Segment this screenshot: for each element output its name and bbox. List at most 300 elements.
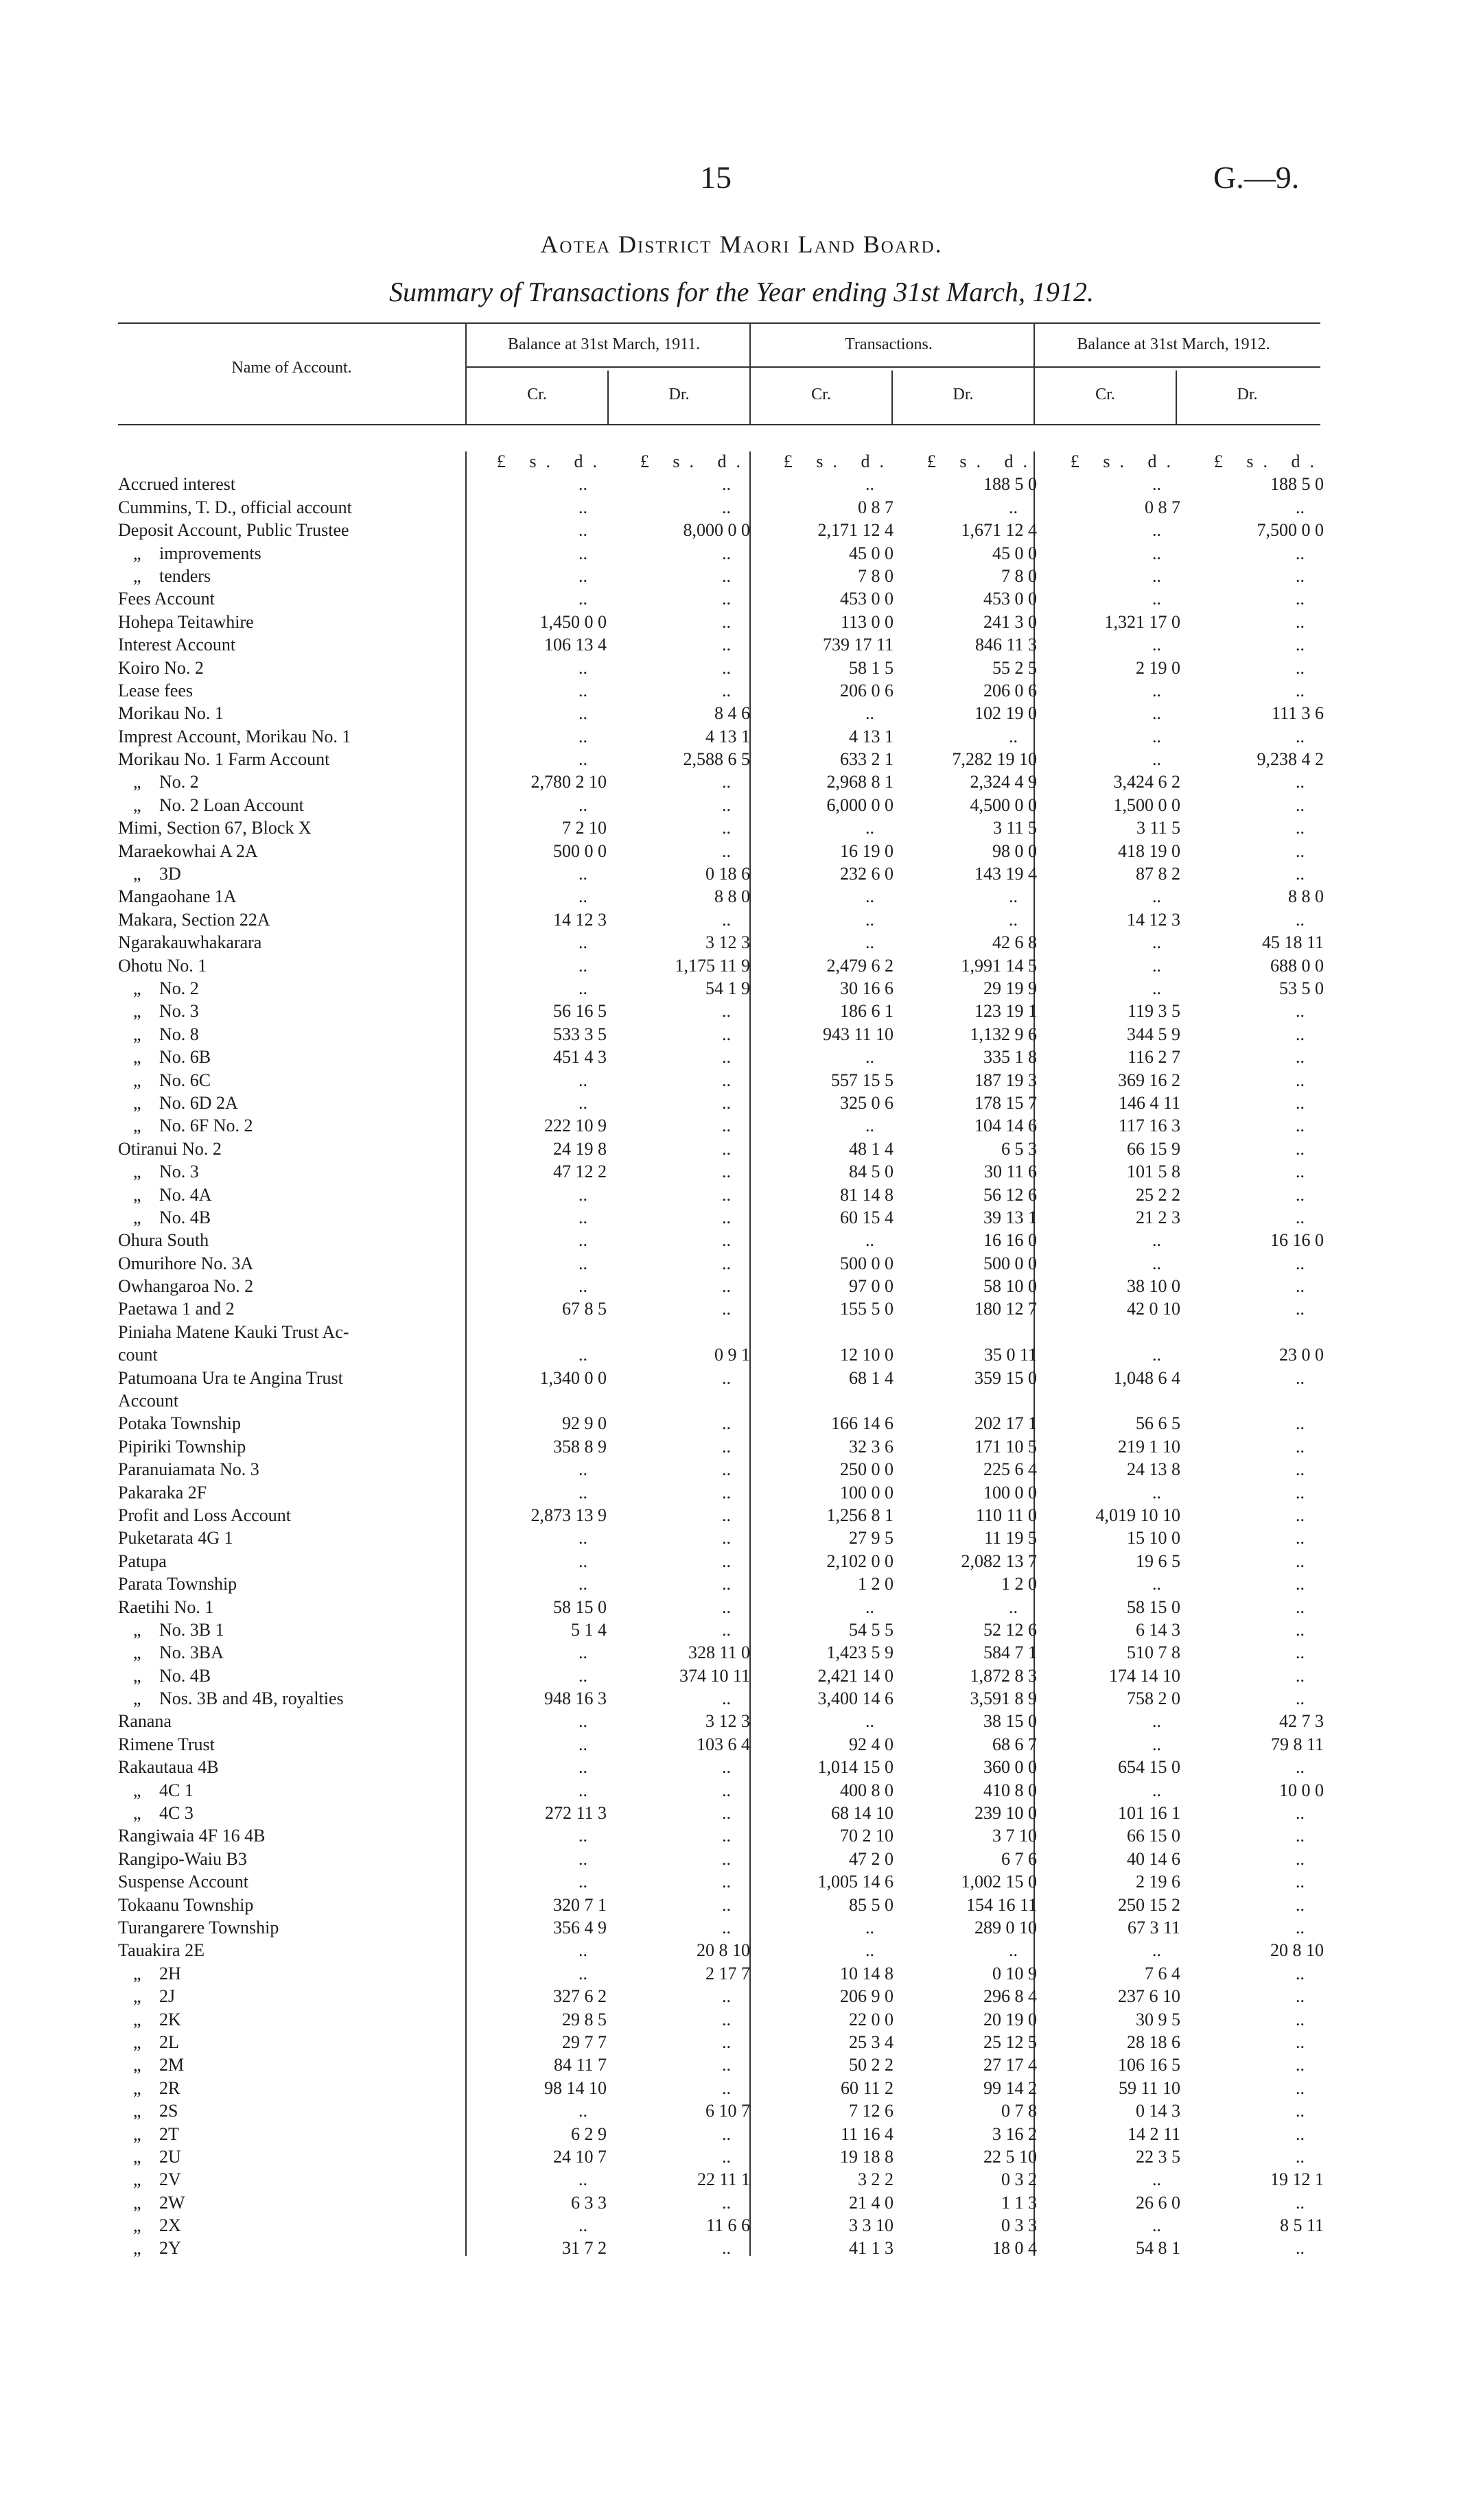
- account-name: Pipiriki Township: [118, 1436, 246, 1457]
- dr-transactions-cell: 42 6 8: [992, 932, 1037, 953]
- transactions-table: [118, 451, 1325, 2261]
- account-name-cell: [118, 658, 465, 681]
- dr-1911-cell: ..: [722, 1894, 731, 1915]
- cr-1912-cell: ..: [1152, 1253, 1161, 1273]
- dr-transactions-cell: 22 5 10: [983, 2146, 1037, 2167]
- cr-transactions-cell: 166 14 6: [831, 1413, 894, 1434]
- table-row: [118, 703, 1325, 726]
- header-cr-transactions: Cr.: [811, 386, 831, 403]
- cr-transactions-cell: 25 3 4: [849, 2032, 894, 2052]
- header-balance-1912: Balance at 31st March, 1912.: [1077, 335, 1270, 353]
- dr-1911-cell: 3 12 3: [705, 932, 750, 953]
- account-name-cell: [118, 864, 465, 886]
- account-name-cell: [118, 1895, 465, 1918]
- dr-1911-cell: ..: [722, 1505, 731, 1525]
- cr-1911-cell: 358 8 9: [553, 1436, 607, 1457]
- dr-1912-cell: ..: [1296, 840, 1305, 861]
- dr-1911-cell: ..: [722, 1574, 731, 1594]
- account-name-cell: [118, 1918, 465, 1940]
- cr-1912-cell: 369 16 2: [1118, 1070, 1180, 1090]
- cr-transactions-cell: ..: [865, 818, 874, 838]
- cr-transactions-cell: 85 5 0: [849, 1894, 894, 1915]
- cr-transactions-cell: 250 0 0: [840, 1459, 894, 1480]
- cr-1911-cell: 58 15 0: [553, 1597, 607, 1617]
- cr-1911-cell: 327 6 2: [553, 1986, 607, 2007]
- table-row: [118, 1964, 1325, 1986]
- dr-1911-cell: ..: [722, 543, 731, 563]
- dr-1911-cell: 374 10 11: [679, 1665, 750, 1686]
- cr-1912-cell: 40 14 6: [1127, 1848, 1180, 1869]
- ditto-mark: „: [133, 1184, 141, 1205]
- table-row: [118, 1208, 1325, 1230]
- table-row: [118, 1483, 1325, 1505]
- account-name-cell: [118, 1986, 465, 2009]
- dr-1912-cell: ..: [1296, 1963, 1305, 1983]
- cr-1912-cell: 66 15 0: [1127, 1826, 1180, 1846]
- dr-1912-cell: ..: [1296, 1413, 1305, 1434]
- account-name: Cummins, T. D., official account: [118, 497, 352, 517]
- dr-transactions-cell: 99 14 2: [983, 2077, 1037, 2098]
- cr-transactions-cell: ..: [865, 703, 874, 724]
- dr-1912-cell: ..: [1296, 1299, 1305, 1319]
- table-row: [118, 1047, 1325, 1070]
- cr-transactions-cell: 206 0 6: [840, 680, 894, 700]
- account-name: No. 3: [159, 1001, 199, 1022]
- cr-1912-cell: 24 13 8: [1127, 1459, 1180, 1480]
- cr-transactions-cell: 58 1 5: [849, 657, 894, 678]
- dr-transactions-cell: 1,132 9 6: [970, 1024, 1037, 1044]
- table-row: [118, 1345, 1325, 1367]
- cr-transactions-cell: 68 14 10: [831, 1803, 894, 1824]
- cr-1911-cell: ..: [579, 1184, 587, 1205]
- ditto-mark: „: [133, 794, 141, 815]
- dr-transactions-cell: ..: [1009, 886, 1018, 907]
- ditto-mark: „: [133, 1207, 141, 1227]
- cr-1911-cell: ..: [579, 955, 587, 976]
- table-row: [118, 2238, 1325, 2261]
- dr-transactions-cell: 102 19 0: [974, 703, 1037, 724]
- cr-1911-cell: [465, 1322, 608, 1345]
- cr-1911-cell: ..: [579, 978, 587, 998]
- cr-transactions-cell: 155 5 0: [840, 1299, 894, 1319]
- dr-1911-cell: ..: [722, 1299, 731, 1319]
- account-name-cell: [118, 1780, 465, 1803]
- header-bottom-rule: [118, 424, 1320, 425]
- cr-1911-cell: 272 11 3: [544, 1803, 607, 1824]
- account-name: 2L: [159, 2032, 179, 2052]
- cr-transactions-cell: 400 8 0: [840, 1780, 894, 1800]
- table-row: [118, 1872, 1325, 1894]
- dr-1912-cell: ..: [1296, 1436, 1305, 1457]
- account-name: Pakaraka 2F: [118, 1482, 207, 1503]
- cr-transactions-cell: 60 11 2: [840, 2077, 894, 2098]
- cr-transactions-cell: ..: [865, 932, 874, 953]
- dr-1911-cell: 20 8 10: [697, 1940, 750, 1961]
- account-name-cell: [118, 841, 465, 864]
- cr-1912-cell: 1,048 6 4: [1113, 1367, 1180, 1388]
- cr-transactions-cell: 11 16 4: [840, 2123, 894, 2144]
- dr-transactions-cell: 6 7 6: [1001, 1848, 1037, 1869]
- ditto-mark: „: [133, 1780, 141, 1800]
- table-row: [118, 1940, 1325, 1963]
- dr-transactions-cell: 0 10 9: [992, 1963, 1037, 1983]
- ditto-mark: „: [133, 2192, 141, 2213]
- account-name-cell: [118, 1711, 465, 1734]
- cr-1911-cell: ..: [579, 1711, 587, 1732]
- cr-1911-cell: ..: [579, 1528, 587, 1548]
- cr-transactions-cell: 557 15 5: [831, 1070, 894, 1090]
- dr-1912-cell: ..: [1296, 1872, 1305, 1892]
- cr-1911-cell: ..: [579, 1551, 587, 1571]
- cr-transactions-cell: [751, 1322, 895, 1345]
- dr-1912-cell: ..: [1296, 1024, 1305, 1044]
- cr-transactions-cell: 2,102 0 0: [826, 1551, 894, 1571]
- dr-1911-cell: 0 18 6: [705, 864, 750, 884]
- account-name-cell: [118, 1597, 465, 1620]
- table-row: [118, 795, 1325, 818]
- account-name-cell: [118, 2055, 465, 2077]
- cr-transactions-cell: 54 5 5: [849, 1619, 894, 1640]
- account-name-cell: [118, 1368, 465, 1391]
- account-name-cell: [118, 727, 465, 749]
- cr-transactions-cell: 70 2 10: [840, 1826, 894, 1846]
- table-row: [118, 1803, 1325, 1826]
- dr-transactions-cell: 123 19 1: [974, 1001, 1037, 1022]
- dr-transactions-cell: 154 16 11: [966, 1894, 1037, 1915]
- table-row: [118, 1253, 1325, 1276]
- dr-1912-cell: 79 8 11: [1270, 1734, 1324, 1754]
- dr-1912-cell: 19 12 1: [1270, 2169, 1324, 2190]
- dr-1911-cell: ..: [722, 589, 731, 609]
- ditto-mark: „: [133, 2009, 141, 2029]
- account-name-cell: [118, 1047, 465, 1070]
- cr-1911-cell: ..: [579, 657, 587, 678]
- cr-1912-cell: 54 8 1: [1136, 2238, 1180, 2259]
- cr-1911-cell: 24 19 8: [553, 1138, 607, 1159]
- account-name: No. 3: [159, 1162, 199, 1182]
- account-name-cell: [118, 1620, 465, 1642]
- account-name: Piniaha Matene Kauki Trust Ac-: [118, 1321, 349, 1342]
- header-group-rule: [467, 366, 1320, 368]
- dr-1911-cell: 22 11 1: [697, 2169, 750, 2190]
- dr-1911-cell: ..: [722, 2123, 731, 2144]
- account-name: count: [118, 1345, 158, 1365]
- account-name-cell: [118, 1001, 465, 1024]
- account-name: Suspense Account: [118, 1872, 248, 1892]
- cr-transactions-cell: 32 3 6: [849, 1436, 894, 1457]
- cr-1912-cell: 42 0 10: [1127, 1299, 1180, 1319]
- table-row: [118, 1780, 1325, 1803]
- account-name: No. 4B: [159, 1207, 211, 1227]
- cr-1912-cell: 119 3 5: [1127, 1001, 1180, 1022]
- dr-1911-cell: 2 17 7: [705, 1963, 750, 1983]
- cr-1911-cell: ..: [579, 1940, 587, 1961]
- page-number: 15: [700, 160, 732, 195]
- account-name-cell: [118, 2169, 465, 2192]
- account-name-cell: [118, 1872, 465, 1894]
- cr-transactions-cell: 7 12 6: [849, 2101, 894, 2121]
- table-row: [118, 1001, 1325, 1024]
- cr-1911-cell: 1,450 0 0: [539, 611, 607, 632]
- account-name-cell: [118, 818, 465, 840]
- cr-1912-cell: ..: [1152, 726, 1161, 746]
- account-name: No. 6C: [159, 1070, 211, 1090]
- account-name: 2K: [159, 2009, 181, 2029]
- dr-1912-cell: ..: [1296, 1619, 1305, 1640]
- dr-transactions-cell: 500 0 0: [983, 1253, 1037, 1273]
- cr-1911-cell: ..: [579, 680, 587, 700]
- dr-1912-cell: ..: [1296, 1001, 1305, 1022]
- account-name-cell: [118, 1734, 465, 1757]
- account-name: Patupa: [118, 1551, 167, 1571]
- cr-1912-cell: 28 18 6: [1127, 2032, 1180, 2052]
- dr-1911-cell: ..: [722, 1047, 731, 1068]
- account-name-cell: [118, 2101, 465, 2123]
- dr-transactions-cell: 58 10 0: [983, 1276, 1037, 1297]
- account-name: 2X: [159, 2215, 181, 2236]
- account-name-cell: [118, 2078, 465, 2101]
- cr-1912-cell: 1,321 17 0: [1104, 611, 1180, 632]
- cr-1911-cell: 98 14 10: [544, 2077, 607, 2098]
- cr-1912-cell: ..: [1152, 520, 1161, 541]
- dr-transactions-cell: 98 0 0: [992, 840, 1037, 861]
- ditto-mark: „: [133, 1803, 141, 1824]
- dr-1912-cell: ..: [1296, 1116, 1305, 1136]
- dr-1912-cell: 9,238 4 2: [1257, 749, 1324, 770]
- dr-1911-cell: ..: [722, 1276, 731, 1297]
- account-name: 2J: [159, 1986, 176, 2007]
- ditto-mark: „: [133, 2032, 141, 2052]
- cr-1912-cell: 66 15 9: [1127, 1138, 1180, 1159]
- cr-transactions-cell: 47 2 0: [849, 1848, 894, 1869]
- dr-1912-cell: ..: [1296, 1642, 1305, 1663]
- dr-1912-cell: 7,500 0 0: [1257, 520, 1324, 541]
- dr-1912-cell: ..: [1296, 657, 1305, 678]
- account-name-cell: [118, 612, 465, 635]
- ditto-mark: „: [133, 2215, 141, 2236]
- cr-transactions-cell: 60 15 4: [840, 1207, 894, 1227]
- dr-transactions-cell: 18 0 4: [992, 2238, 1037, 2259]
- dr-transactions-cell: [895, 1322, 1038, 1345]
- cr-1912-cell: [1038, 1391, 1182, 1413]
- cr-1912-cell: 237 6 10: [1118, 1986, 1180, 2007]
- dr-1911-cell: ..: [722, 2032, 731, 2052]
- cr-1911-cell: 56 16 5: [553, 1001, 607, 1022]
- account-name-cell: [118, 1276, 465, 1299]
- table-row: [118, 1413, 1325, 1436]
- table-row: [118, 910, 1325, 932]
- account-name: improvements: [159, 543, 261, 563]
- account-name-cell: [118, 772, 465, 794]
- dr-1911-cell: ..: [722, 1597, 731, 1617]
- cr-1912-cell: 250 15 2: [1118, 1894, 1180, 1915]
- cr-transactions-cell: 81 14 8: [840, 1184, 894, 1205]
- cr-1911-cell: ..: [579, 932, 587, 953]
- cr-1911-cell: ..: [579, 1207, 587, 1227]
- table-row: [118, 1230, 1325, 1253]
- dr-1912-cell: ..: [1296, 2123, 1305, 2144]
- ditto-mark: „: [133, 1092, 141, 1113]
- dr-1912-cell: ..: [1296, 1757, 1305, 1778]
- account-name: 2V: [159, 2169, 181, 2190]
- ditto-mark: „: [133, 1047, 141, 1068]
- table-row: [118, 864, 1325, 886]
- cr-transactions-cell: 19 18 8: [840, 2146, 894, 2167]
- account-name-cell: [118, 1849, 465, 1872]
- cr-1912-cell: 758 2 0: [1127, 1688, 1180, 1709]
- cr-transactions-cell: 1,014 15 0: [817, 1757, 894, 1778]
- ditto-mark: „: [133, 2169, 141, 2190]
- dr-1911-cell: ..: [722, 1757, 731, 1778]
- cr-1911-cell: 7 2 10: [562, 818, 607, 838]
- dr-1912-cell: ..: [1296, 2032, 1305, 2052]
- dr-transactions-cell: 110 11 0: [975, 1505, 1037, 1525]
- cr-1911-cell: 47 12 2: [553, 1162, 607, 1182]
- cr-1911-cell: ..: [579, 726, 587, 746]
- ditto-mark: „: [133, 2238, 141, 2259]
- dr-1911-cell: ..: [722, 635, 731, 655]
- cr-transactions-cell: ..: [865, 1047, 874, 1068]
- units-label: £ s. d.: [1213, 451, 1324, 471]
- table-row: [118, 1620, 1325, 1642]
- account-name: Ranana: [118, 1711, 172, 1732]
- account-name-cell: [118, 2238, 465, 2261]
- cr-1911-cell: ..: [579, 1757, 587, 1778]
- account-name: No. 6B: [159, 1047, 211, 1068]
- account-name-cell: [118, 1505, 465, 1528]
- dr-1912-cell: 8 5 11: [1279, 2215, 1324, 2236]
- ditto-mark: „: [133, 1619, 141, 1640]
- dr-1911-cell: 1,175 11 9: [675, 955, 750, 976]
- cr-transactions-cell: 50 2 2: [849, 2055, 894, 2075]
- header-top-rule: [118, 322, 1320, 324]
- ditto-mark: „: [133, 2146, 141, 2167]
- account-name: Mangaohane 1A: [118, 886, 237, 907]
- account-name: Makara, Section 22A: [118, 909, 270, 930]
- cr-transactions-cell: 16 19 0: [840, 840, 894, 861]
- account-name-cell: [118, 1299, 465, 1321]
- account-name: Profit and Loss Account: [118, 1505, 292, 1525]
- dr-transactions-cell: 239 10 0: [974, 1803, 1037, 1824]
- dr-transactions-cell: 3,591 8 9: [970, 1688, 1037, 1709]
- cr-1912-cell: ..: [1152, 749, 1161, 770]
- cr-transactions-cell: ..: [865, 1230, 874, 1251]
- dr-transactions-cell: 1,671 12 4: [961, 520, 1037, 541]
- account-name-cell: [118, 1413, 465, 1436]
- account-name-cell: [118, 1322, 465, 1345]
- dr-1912-cell: ..: [1296, 611, 1305, 632]
- dr-1912-cell: ..: [1296, 1918, 1305, 1938]
- cr-transactions-cell: 1,423 5 9: [826, 1642, 894, 1663]
- series-reference: G.—9.: [1213, 160, 1300, 195]
- account-name-cell: [118, 795, 465, 818]
- account-name-cell: [118, 1070, 465, 1093]
- cr-1911-cell: ..: [579, 589, 587, 609]
- cr-1912-cell: ..: [1152, 635, 1161, 655]
- cr-transactions-cell: 2,968 8 1: [826, 772, 894, 792]
- dr-transactions-cell: 16 16 0: [983, 1230, 1037, 1251]
- table-row: [118, 1139, 1325, 1162]
- table-row: [118, 1162, 1325, 1184]
- dr-transactions-cell: 0 7 8: [1001, 2101, 1037, 2121]
- table-subtitle: Summary of Transactions for the Year ending 31st March, 1912.: [388, 276, 1095, 307]
- cr-1912-cell: 117 16 3: [1118, 1116, 1180, 1136]
- cr-1912-cell: 58 15 0: [1127, 1597, 1180, 1617]
- cr-1912-cell: 3 11 5: [1136, 818, 1180, 838]
- account-name-cell: [118, 1093, 465, 1116]
- account-name-cell: [118, 1230, 465, 1253]
- table-row: [118, 1895, 1325, 1918]
- dr-1912-cell: ..: [1296, 680, 1305, 700]
- dr-1912-cell: ..: [1296, 1092, 1305, 1113]
- cr-transactions-cell: ..: [865, 886, 874, 907]
- cr-1911-cell: 948 16 3: [544, 1688, 607, 1709]
- table-row: [118, 1185, 1325, 1208]
- account-name-cell: [118, 589, 465, 611]
- cr-1912-cell: 106 16 5: [1118, 2055, 1180, 2075]
- dr-1911-cell: ..: [722, 2009, 731, 2029]
- cr-1912-cell: ..: [1152, 680, 1161, 700]
- table-row: [118, 520, 1325, 543]
- dr-1912-cell: ..: [1296, 565, 1305, 586]
- dr-1912-cell: ..: [1296, 1528, 1305, 1548]
- dr-1911-cell: 0 9 1: [714, 1345, 750, 1365]
- dr-1911-cell: ..: [722, 1986, 731, 2007]
- dr-transactions-cell: 11 19 5: [983, 1528, 1037, 1548]
- cr-1912-cell: ..: [1152, 2169, 1161, 2190]
- ditto-mark: „: [133, 2101, 141, 2121]
- account-name: Ohura South: [118, 1230, 209, 1251]
- dr-transactions-cell: 4,500 0 0: [970, 794, 1037, 815]
- units-label: £ s. d.: [496, 451, 607, 471]
- dr-1912-cell: ..: [1296, 1162, 1305, 1182]
- cr-transactions-cell: 4 13 1: [849, 726, 894, 746]
- dr-transactions-cell: 241 3 0: [983, 611, 1037, 632]
- cr-transactions-cell: 500 0 0: [840, 1253, 894, 1273]
- cr-1912-cell: ..: [1152, 1780, 1161, 1800]
- cr-transactions-cell: 0 8 7: [858, 497, 894, 517]
- account-name-cell: [118, 1162, 465, 1184]
- cr-1912-cell: 59 11 10: [1118, 2077, 1180, 2098]
- account-name: 2M: [159, 2055, 185, 2075]
- account-name: 4C 1: [159, 1780, 194, 1800]
- dr-transactions-cell: 289 0 10: [974, 1918, 1037, 1938]
- header-dr-1912: Dr.: [1237, 386, 1258, 403]
- account-name-cell: [118, 749, 465, 772]
- dr-transactions-cell: 7,282 19 10: [952, 749, 1037, 770]
- cr-1912-cell: ..: [1152, 1711, 1161, 1732]
- cr-transactions-cell: 7 8 0: [858, 565, 894, 586]
- account-name: Paetawa 1 and 2: [118, 1299, 235, 1319]
- account-name-cell: [118, 681, 465, 703]
- cr-1912-cell: ..: [1152, 978, 1161, 998]
- account-name: Parata Township: [118, 1574, 237, 1594]
- cr-1911-cell: 320 7 1: [553, 1894, 607, 1915]
- account-name-cell: [118, 1208, 465, 1230]
- table-row: [118, 1459, 1325, 1482]
- account-name-cell: [118, 2124, 465, 2147]
- cr-transactions-cell: 30 16 6: [840, 978, 894, 998]
- dr-transactions-cell: 3 16 2: [992, 2123, 1037, 2144]
- table-row: [118, 1505, 1325, 1528]
- dr-transactions-cell: 100 0 0: [983, 1482, 1037, 1503]
- cr-transactions-cell: 97 0 0: [849, 1276, 894, 1297]
- dr-transactions-cell: 187 19 3: [974, 1070, 1037, 1090]
- board-title: Aotea District Maori Land Board.: [540, 231, 943, 258]
- cr-1911-cell: 24 10 7: [553, 2146, 607, 2167]
- transactions-table-body: [118, 451, 1325, 2261]
- cr-transactions-cell: 1,256 8 1: [826, 1505, 894, 1525]
